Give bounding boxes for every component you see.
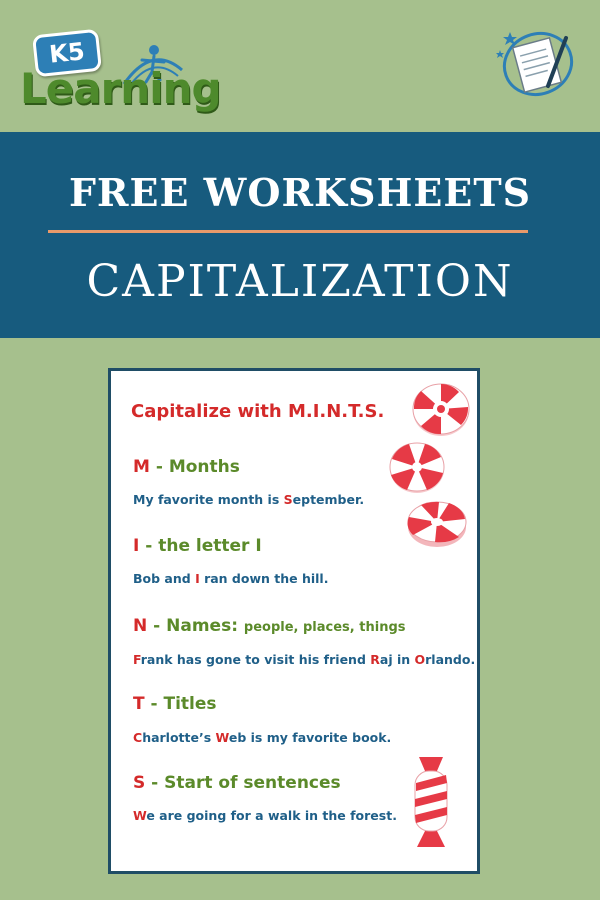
example-text: e are going for a walk in the forest. [146, 808, 397, 823]
example-text: Bob and [133, 571, 196, 586]
rule-extra: people, places, things [243, 620, 406, 635]
example-text: aj in [379, 652, 415, 667]
banner-divider [48, 230, 528, 233]
rule-letter: S [133, 773, 146, 793]
rule-letter: T [133, 694, 145, 714]
example-sentence-s [133, 808, 397, 823]
example-text: harlotte’s [142, 730, 216, 745]
capital-letter: C [133, 730, 143, 745]
worksheet-icon [490, 20, 580, 100]
banner-title: FREE WORKSHEETS [68, 170, 532, 215]
rule-heading-n [133, 616, 406, 636]
learning-wordmark: Learning [20, 64, 221, 113]
wrapped-candy-icon [401, 753, 461, 849]
peppermint-candy-icon [405, 495, 469, 551]
example-sentence-m [133, 492, 364, 507]
capital-letter: W [215, 730, 229, 745]
rule-label: - Start of sentences [145, 773, 341, 793]
example-text: rlando. [425, 652, 476, 667]
rule-heading-m [133, 457, 240, 477]
capital-letter: S [283, 492, 293, 507]
capital-letter: W [133, 808, 147, 823]
rule-label: - Months [149, 457, 240, 477]
example-sentence-i [133, 571, 328, 586]
k5-learning-logo [20, 30, 221, 115]
rule-heading-s [133, 773, 341, 793]
rule-label: - Titles [144, 694, 217, 714]
rule-letter: N [133, 616, 148, 636]
k5-badge: K5 [32, 29, 102, 78]
peppermint-candy-icon [387, 439, 447, 495]
example-text: ran down the hill. [199, 571, 329, 586]
example-text: rank has gone to visit his friend [140, 652, 371, 667]
example-sentence-t [133, 730, 391, 745]
capital-letter: O [414, 652, 426, 667]
capital-letter: R [370, 652, 380, 667]
rule-heading-t [133, 694, 217, 714]
rule-label: - Names: [147, 616, 244, 636]
rule-label: - the letter I [139, 536, 262, 556]
title-banner [0, 132, 600, 338]
rule-letter: I [133, 536, 140, 556]
example-text: eb is my favorite book. [228, 730, 392, 745]
worksheet-card [108, 368, 480, 874]
capital-letter: I [195, 571, 200, 586]
example-text: eptember. [292, 492, 365, 507]
example-sentence-n [133, 652, 475, 667]
example-text: My favorite month is [133, 492, 284, 507]
card-heading: Capitalize with M.I.N.T.S. [131, 401, 385, 422]
banner-subtitle: CAPITALIZATION [86, 256, 514, 307]
peppermint-candy-icon [409, 379, 473, 439]
capital-letter: F [133, 652, 141, 667]
rule-letter: M [133, 457, 150, 477]
rule-heading-i [133, 536, 262, 556]
